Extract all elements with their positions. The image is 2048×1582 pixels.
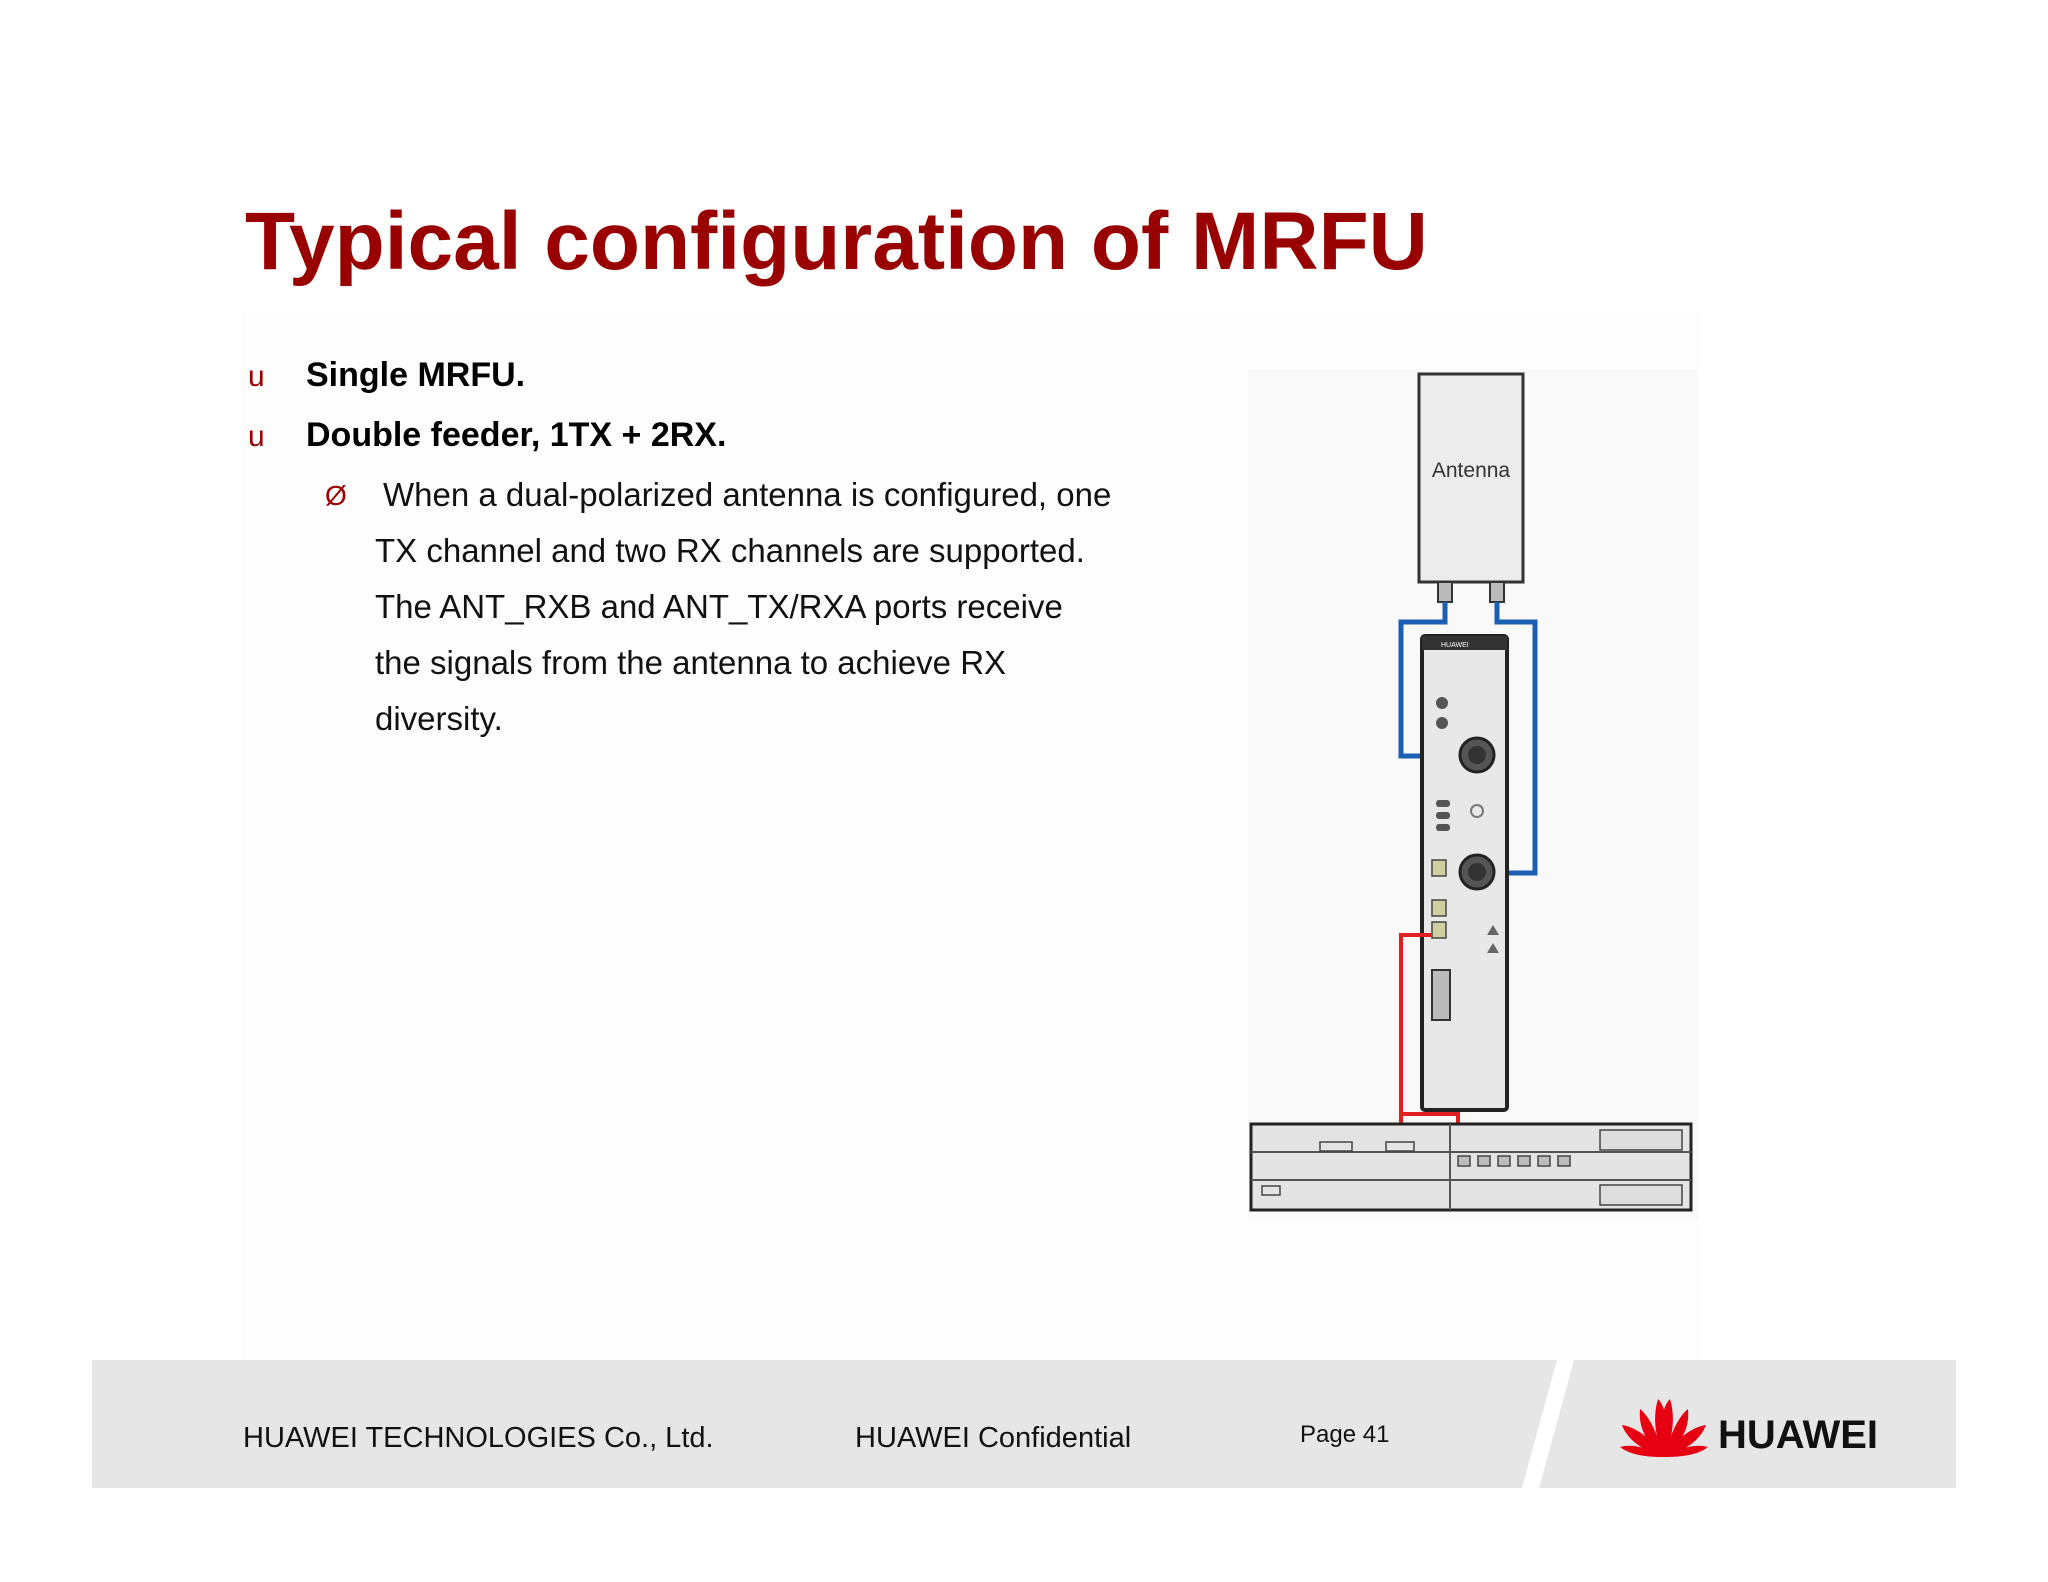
bullet-single-mrfu (248, 356, 525, 395)
port-rx-outa (1436, 717, 1448, 729)
footer-page-number: Page 41 (1300, 1421, 1390, 1448)
bbu-port (1518, 1156, 1530, 1166)
bbu-port (1498, 1156, 1510, 1166)
mrfu-configuration-diagram (1248, 370, 1698, 1220)
antenna-label: Antenna (1431, 459, 1511, 482)
antenna-port-right (1490, 582, 1504, 602)
huawei-brand-wordmark: HUAWEI (1718, 1413, 1878, 1457)
bullet-text: Single MRFU. (306, 356, 526, 394)
power-connector (1432, 970, 1450, 1020)
led-act (1436, 824, 1450, 831)
bbu-port-block (1600, 1130, 1682, 1150)
mrfu-brand: HUAWEI (1441, 642, 1469, 649)
port-cpri1 (1432, 922, 1446, 938)
slide-title: Typical configuration of MRFU (245, 196, 1428, 287)
sub-bullet-marker: Ø (325, 480, 347, 511)
diagram-svg (1248, 370, 1698, 1220)
bbu-port (1558, 1156, 1570, 1166)
bbu-port-block (1600, 1185, 1682, 1205)
bullet-marker: u (248, 360, 265, 393)
bullet-double-feeder (248, 416, 726, 455)
bbu-port (1538, 1156, 1550, 1166)
port-cpri0 (1432, 900, 1446, 916)
sub-bullet-line: TX channel and two RX channels are supported. (375, 532, 1085, 569)
sub-bullet-line: The ANT_RXB and ANT_TX/RXA ports receive (375, 588, 1063, 625)
huawei-logo-icon (1618, 1393, 1710, 1461)
sub-bullet-line: diversity. (375, 700, 503, 737)
antenna-port-left (1438, 582, 1452, 602)
led-alm (1436, 812, 1450, 819)
bullet-text: Double feeder, 1TX + 2RX. (306, 416, 727, 454)
bbu-port (1478, 1156, 1490, 1166)
bullet-marker: u (248, 420, 265, 453)
port-mon (1432, 860, 1446, 876)
logo-petals (1620, 1399, 1708, 1457)
sub-bullet-line: the signals from the antenna to achieve RX (375, 644, 1007, 681)
footer-confidential: HUAWEI Confidential (855, 1422, 1132, 1454)
port-ant-txrxa-center (1468, 863, 1486, 881)
port-rx-inb (1436, 697, 1448, 709)
footer-company: HUAWEI TECHNOLOGIES Co., Ltd. (243, 1422, 714, 1454)
led-run (1436, 800, 1450, 807)
port-ant-rxb-center (1468, 746, 1486, 764)
sub-bullet-line: When a dual-polarized antenna is configured, one (383, 476, 1112, 513)
bbu-port (1458, 1156, 1470, 1166)
